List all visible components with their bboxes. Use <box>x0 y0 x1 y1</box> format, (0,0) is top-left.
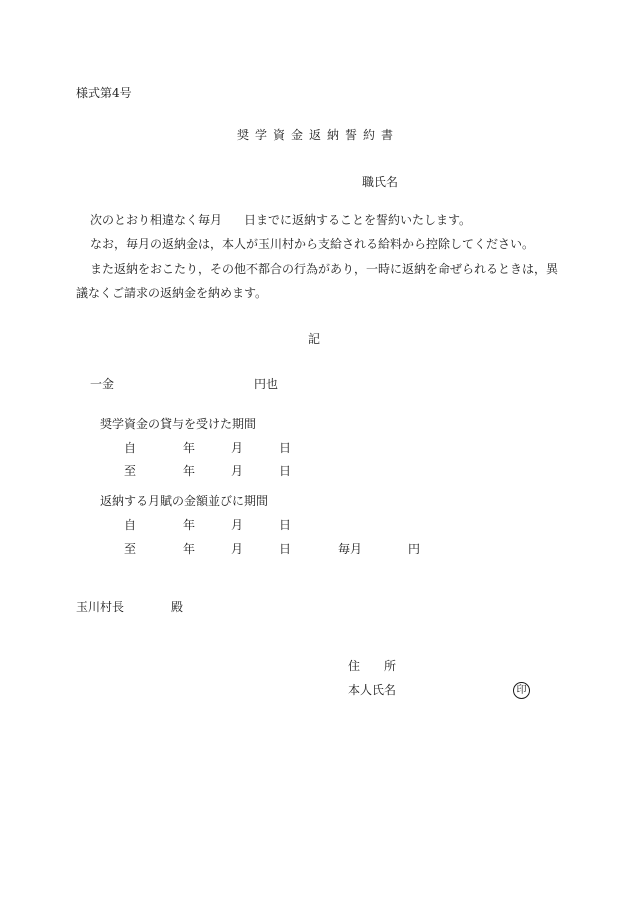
loan-to-year: 年 <box>183 464 196 478</box>
repay-to-month: 月 <box>231 542 244 556</box>
seal-mark-icon: 印 <box>513 682 530 699</box>
loan-to-month: 月 <box>231 464 244 478</box>
document-title: 奨学資金返納誓約書 <box>237 128 400 142</box>
paragraph-2: なお，毎月の返納金は，本人が玉川村から支給される給料から控除してください。 <box>90 237 535 251</box>
repay-to-label: 至 <box>124 542 137 556</box>
loan-period-heading: 奨学資金の貸与を受けた期間 <box>100 417 257 431</box>
paragraph-1: 次のとおり相違なく毎月 <box>90 213 223 227</box>
loan-to-label: 至 <box>124 464 137 478</box>
paragraph-3-line-2: 議なくご請求の返納金を納めます。 <box>76 286 268 300</box>
signer-name-label: 本人氏名 <box>348 683 397 697</box>
repay-to-day: 日 <box>279 542 292 556</box>
paragraph-3-line-1: また返納をおこたり，その他不都合の行為があり，一時に返納を命ぜられるときは，異 <box>90 262 559 276</box>
paragraph-1-day: 日までに返納することを誓約いたします。 <box>244 213 472 227</box>
loan-from-day: 日 <box>279 441 292 455</box>
address-label: 住 所 <box>348 659 397 673</box>
addressee-name: 玉川村長 <box>76 600 125 614</box>
repay-to-year: 年 <box>183 542 196 556</box>
loan-from-month: 月 <box>231 441 244 455</box>
repay-from-label: 自 <box>124 518 137 532</box>
amount-prefix: 一金 <box>90 377 115 391</box>
position-name-label: 職氏名 <box>362 175 399 189</box>
amount-suffix: 円也 <box>254 377 279 391</box>
addressee-honorific: 殿 <box>171 600 184 614</box>
repay-period-heading: 返納する月賦の金額並びに期間 <box>100 494 269 508</box>
repay-monthly-label: 毎月 <box>338 542 363 556</box>
repay-yen-label: 円 <box>408 542 421 556</box>
ki-label: 記 <box>308 332 321 346</box>
repay-from-month: 月 <box>231 518 244 532</box>
loan-from-label: 自 <box>124 441 137 455</box>
form-number: 様式第4号 <box>76 86 132 100</box>
loan-to-day: 日 <box>279 464 292 478</box>
repay-from-year: 年 <box>183 518 196 532</box>
repay-from-day: 日 <box>279 518 292 532</box>
loan-from-year: 年 <box>183 441 196 455</box>
